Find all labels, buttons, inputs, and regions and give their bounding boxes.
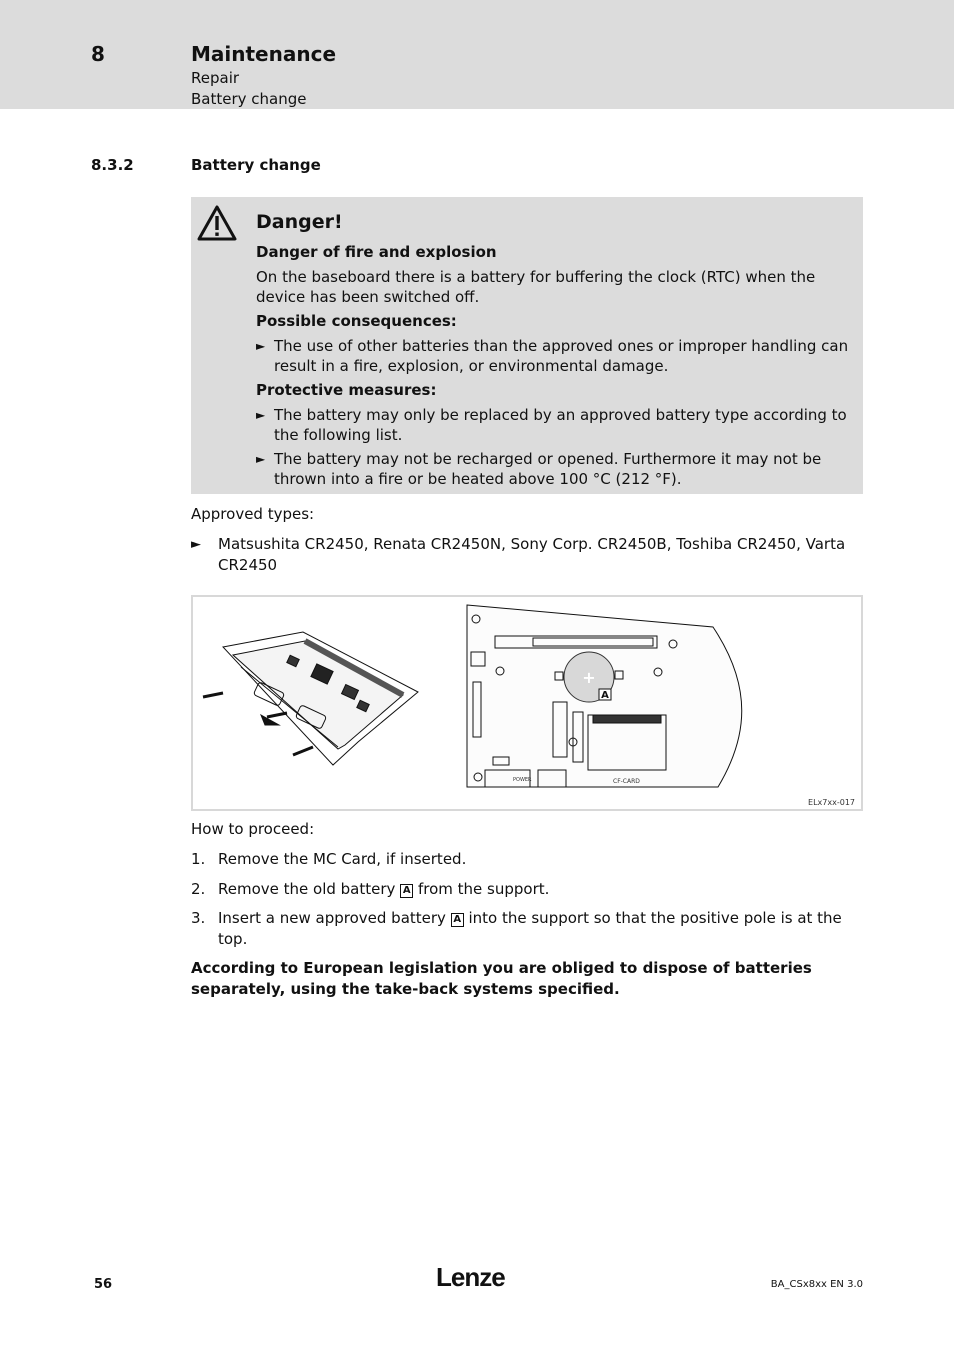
chapter-number: 8 — [91, 42, 105, 66]
module-perspective-drawing — [203, 632, 418, 765]
cf-card-slot-label: CF-CARD — [613, 778, 640, 785]
lenze-logo: Lenze — [436, 1262, 505, 1292]
section-number: 8.3.2 — [91, 156, 134, 174]
procedure-step — [191, 879, 863, 900]
consequence-item — [256, 336, 856, 376]
battery-location-illustration — [193, 597, 861, 809]
battery-marker-label: A — [601, 690, 609, 701]
step-text: Remove the MC Card, if inserted. — [218, 850, 467, 868]
warning-triangle-icon — [197, 205, 237, 241]
danger-title: Danger! — [256, 211, 343, 233]
step-text-pre: Insert a new approved battery — [218, 909, 446, 927]
section-title: Battery change — [191, 156, 321, 174]
power-connector-label: POWER — [513, 777, 532, 783]
measure-item — [256, 405, 856, 445]
step-text-pre: Remove the old battery — [218, 880, 396, 898]
step-text-post: from the support. — [417, 880, 550, 898]
step-number: 2. — [191, 880, 206, 898]
step-text-post: into the support so that the positive pole is at the top. — [218, 909, 842, 948]
legal-notice: According to European legislation you are obliged to dispose of batteries separately, using the take-back systems specified. — [191, 959, 812, 998]
battery-plus-label: + — [582, 668, 596, 687]
approved-types-text: Matsushita CR2450, Renata CR2450N, Sony Corp. CR2450B, Toshiba CR2450, Varta CR2450 — [218, 535, 846, 574]
danger-text-line-2: device has been switched off. — [256, 288, 480, 306]
measure-text: The battery may not be recharged or opened. Furthermore it may not be thrown into a fire or be heated above 100 °C (212 °F). — [274, 450, 822, 488]
danger-text-line-1: On the baseboard there is a battery for buffering the clock (RTC) when the — [256, 268, 816, 286]
header-subtitle-repair: Repair — [191, 69, 240, 87]
measure-item — [256, 449, 856, 489]
consequence-text: The use of other batteries than the approved ones or improper handling can result in a fire, explosion, or environmental damage. — [274, 337, 849, 375]
figure-id: ELx7xx-017 — [808, 798, 855, 807]
header-subtitle-battery: Battery change — [191, 90, 307, 108]
bullet-arrow-icon: ► — [256, 339, 266, 353]
chapter-header — [0, 0, 954, 109]
danger-notice — [191, 197, 863, 494]
bullet-arrow-icon: ► — [256, 452, 266, 466]
battery-marker-icon: A — [451, 913, 464, 927]
bullet-arrow-icon: ► — [256, 408, 266, 422]
procedure-label: How to proceed: — [191, 820, 315, 838]
step-number: 3. — [191, 909, 206, 927]
procedure-step — [191, 849, 863, 870]
step-number: 1. — [191, 850, 206, 868]
bullet-arrow-icon: ► — [191, 537, 201, 552]
measure-text: The battery may only be replaced by an approved battery type according to the following list. — [274, 406, 847, 444]
approved-types-label: Approved types: — [191, 505, 315, 523]
consequences-label: Possible consequences: — [256, 312, 457, 330]
measures-label: Protective measures: — [256, 381, 437, 399]
document-id: BA_CSx8xx EN 3.0 — [770, 1279, 863, 1290]
chapter-title: Maintenance — [191, 42, 337, 66]
battery-figure — [191, 595, 863, 811]
page-number: 56 — [94, 1277, 113, 1292]
procedure-step — [191, 908, 863, 950]
battery-marker-icon: A — [400, 884, 413, 898]
approved-types-item — [191, 534, 863, 576]
danger-subtitle: Danger of fire and explosion — [256, 243, 497, 261]
